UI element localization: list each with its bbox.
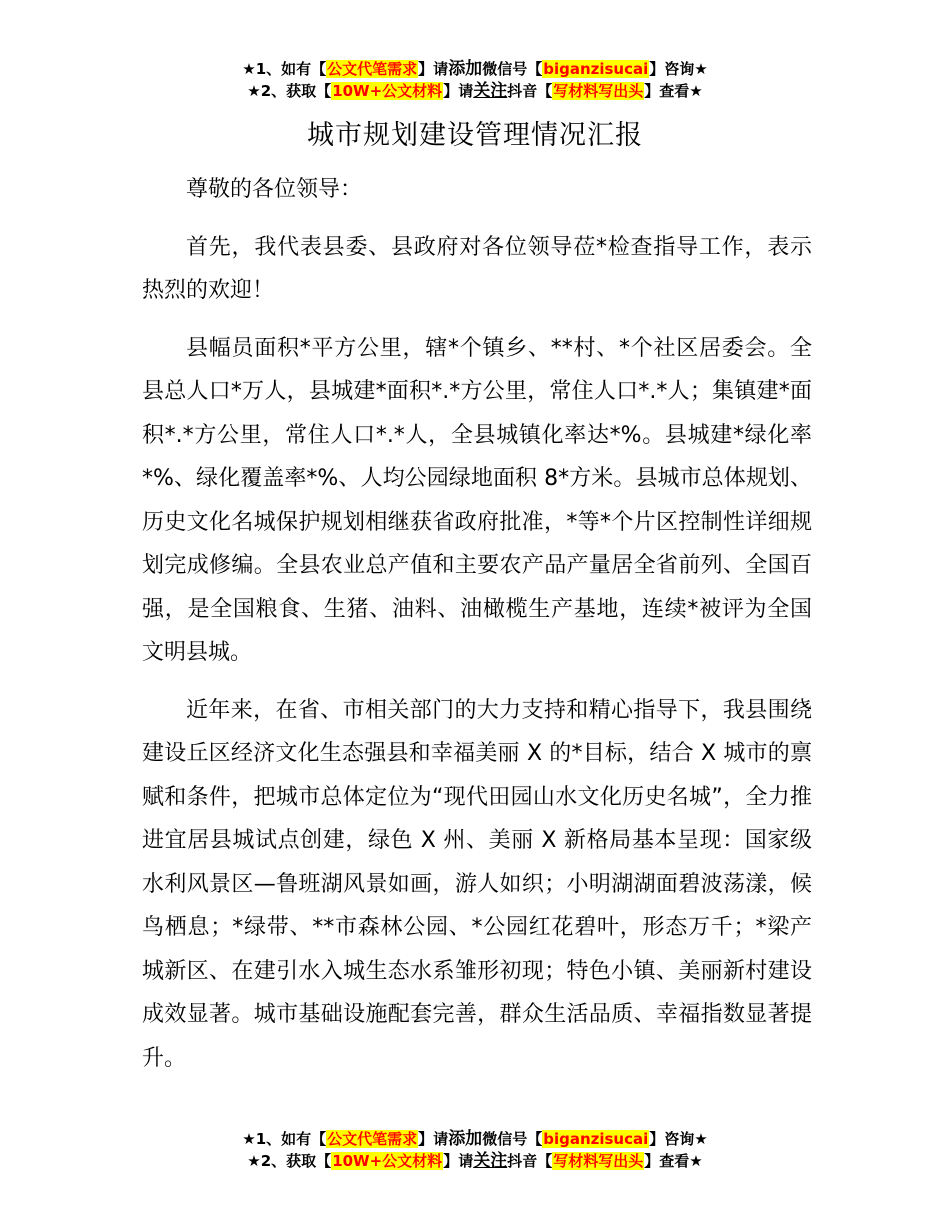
promo-douyin-id: 写材料写出头 (553, 1152, 644, 1170)
promo-text: 】查看★ (644, 82, 703, 100)
promo-emphasis: 添加 (448, 1129, 483, 1149)
promo-line-1 (0, 1128, 950, 1150)
paragraph-overview: 县幅员面积*平方公里，辖*个镇乡、**村、*个社区居委会。全县总人口*万人，县城建*面积*.*方公里，常住人口*.*人；集镇建*面积*.*方公里，常住人口*.*人，全县城镇化率达*%。县城建*绿化率*%、绿化覆盖率*%、人均公园绿地面积 8*方米。县城市总体规划、历史文化名城保护规划相继获省政府批准，*等*个片区控制性详细规划完成修编。全县农业总产值和主要农产品产量居全省前列、全国百强，是全国粮食、生猪、油料、油橄榄生产基地，连续*被评为全国文明县城。 (142, 335, 812, 665)
promo-text: 】咨询★ (649, 60, 708, 78)
promo-text: 抖音【 (507, 82, 553, 100)
promo-line-1 (0, 58, 950, 80)
promo-text: 微信号【 (482, 60, 543, 78)
promo-text: ★1、如有【 (242, 60, 327, 78)
paragraph-progress: 近年来，在省、市相关部门的大力支持和精心指导下，我县围绕建设丘区经济文化生态强县和幸福美丽 X 的*目标，结合 X 城市的禀赋和条件，把城市总体定位为“现代田园山水文化历史名城”，全力推进宜居县城试点创建，绿色 X 州、美丽 X 新格局基本呈现：国家级水利风景区—鲁班湖风景如画，游人如织；小明湖湖面碧波荡漾，候鸟栖息；*绿带、**市森林公园、*公园红花碧叶，形态万千；*梁产城新区、在建引水入城生态水系雏形初现；特色小镇、美丽新村建设成效显著。城市基础设施配套完善，群众生活品质、幸福指数显著提升。 (142, 697, 812, 1071)
promo-text: 】请 (418, 1130, 449, 1148)
promo-emphasis: 添加 (448, 59, 483, 79)
promo-douyin-id: 写材料写出头 (553, 82, 644, 100)
promo-text: ★2、获取【 (247, 82, 332, 100)
paragraph-welcome: 首先，我代表县委、县政府对各位领导莅*检查指导工作，表示热烈的欢迎！ (142, 234, 812, 303)
promo-emphasis: 关注 (473, 81, 508, 101)
promo-text: 】请 (418, 60, 449, 78)
promo-wechat-id: biganzisucai (543, 60, 649, 78)
promo-text: 微信号【 (482, 1130, 543, 1148)
promo-highlight: 公文代笔需求 (327, 1130, 418, 1148)
promo-emphasis: 关注 (473, 1151, 508, 1171)
promo-highlight: 10W+公文材料 (332, 82, 443, 100)
promo-text: ★1、如有【 (242, 1130, 327, 1148)
promo-line-2 (0, 1150, 950, 1172)
promo-text: 抖音【 (507, 1152, 553, 1170)
promo-wechat-id: biganzisucai (543, 1130, 649, 1148)
promo-highlight: 公文代笔需求 (327, 60, 418, 78)
greeting: 尊敬的各位领导： (186, 177, 363, 202)
top-promo-banner (0, 58, 950, 102)
promo-text: 】查看★ (644, 1152, 703, 1170)
promo-line-2 (0, 80, 950, 102)
promo-text: 】咨询★ (649, 1130, 708, 1148)
promo-text: 】请 (443, 1152, 474, 1170)
promo-text: 】请 (443, 82, 474, 100)
promo-text: ★2、获取【 (247, 1152, 332, 1170)
bottom-promo-banner (0, 1128, 950, 1172)
document-body (142, 168, 812, 1094)
document-title: 城市规划建设管理情况汇报 (307, 120, 643, 151)
promo-highlight: 10W+公文材料 (332, 1152, 443, 1170)
